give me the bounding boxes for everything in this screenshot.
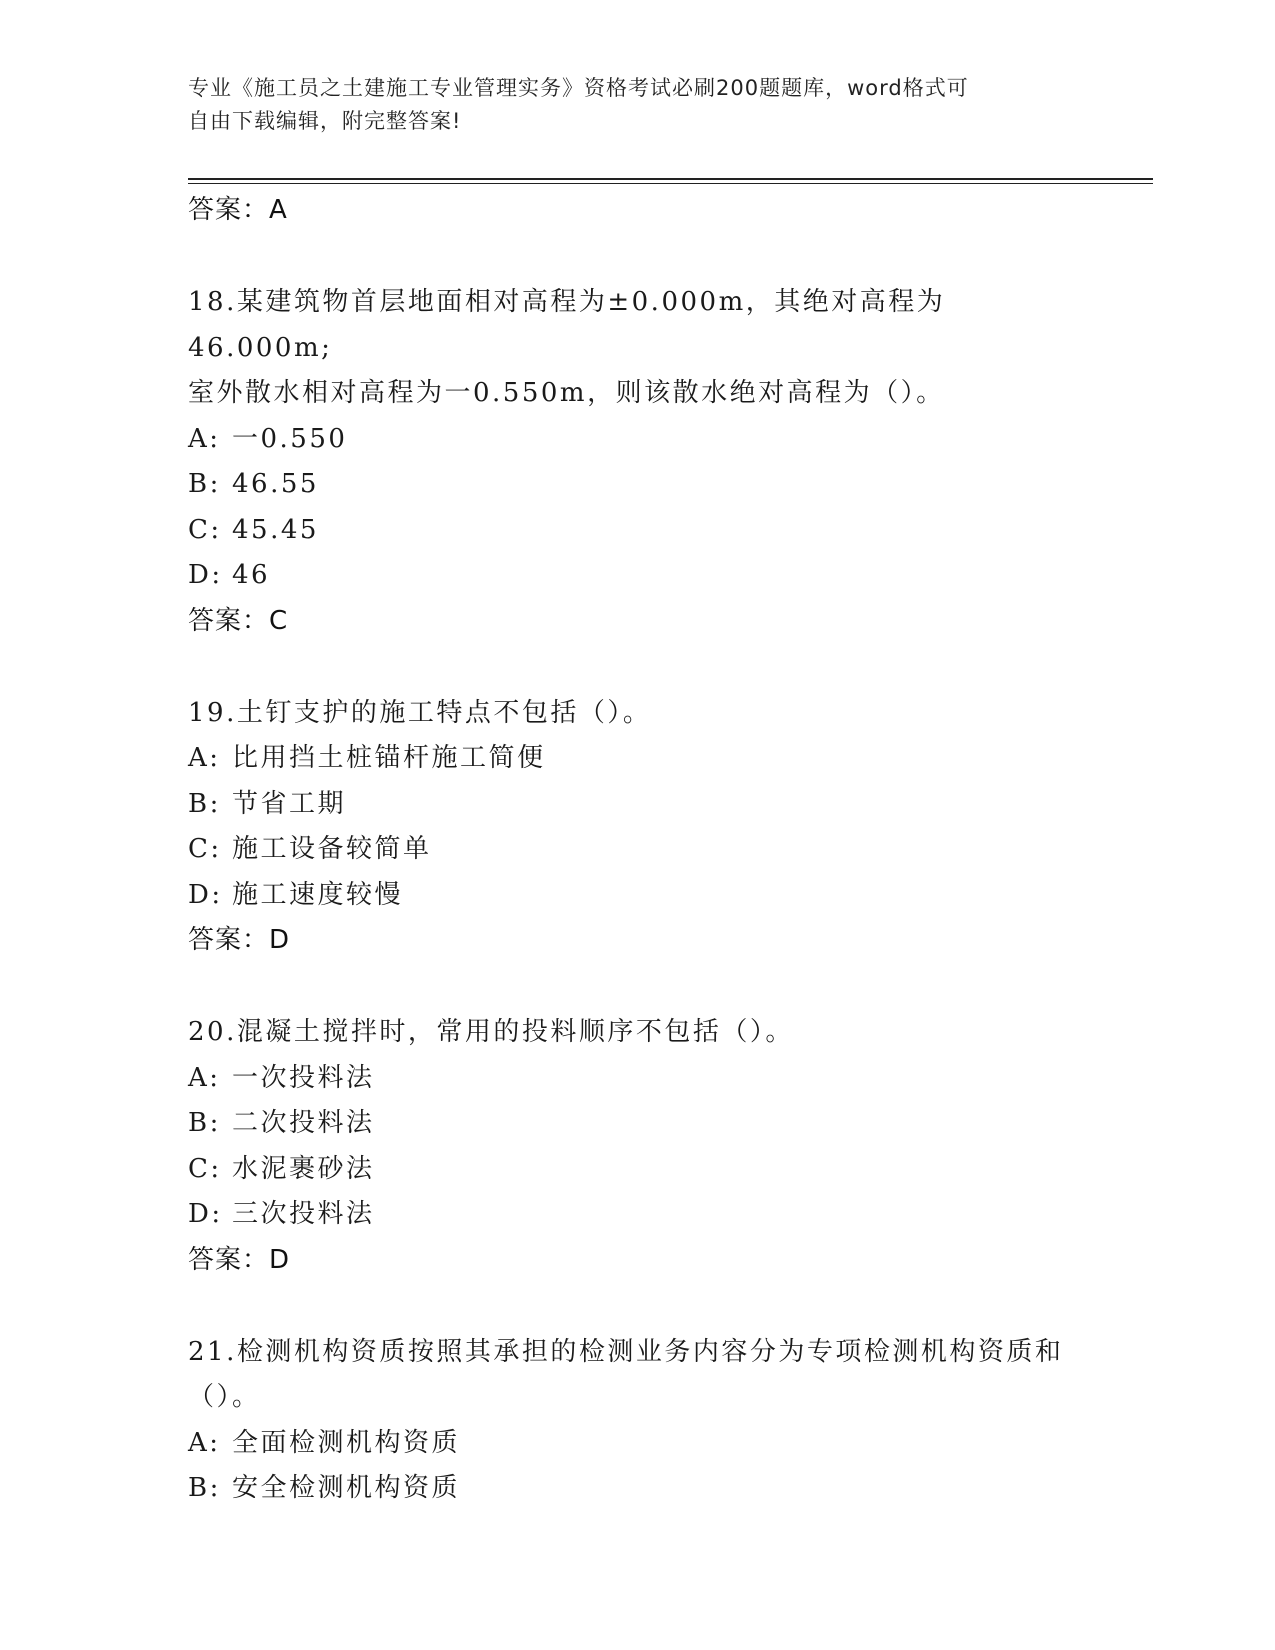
header-line-1: 专业《施工员之土建施工专业管理实务》资格考试必刷200题题库，word格式可: [188, 76, 969, 100]
option-letter: D:: [188, 1199, 223, 1229]
option-text: 全面检测机构资质: [232, 1427, 461, 1458]
option-b: [188, 782, 1088, 828]
option-letter: A:: [188, 1062, 221, 1093]
header-line-2: 自由下载编辑，附完整答案!: [188, 109, 462, 133]
question-text-line: 18.某建筑物首层地面相对高程为±0.000m，其绝对高程为46.000m;: [188, 287, 946, 363]
option-letter: B:: [188, 1473, 221, 1503]
answer-18: 答案：C: [188, 605, 289, 636]
question-20-text: [188, 1010, 1088, 1056]
option-letter: A:: [188, 743, 221, 773]
question-text-line: （）。: [188, 1382, 261, 1412]
option-text: 45.45: [232, 514, 319, 545]
question-18-text: [188, 280, 1088, 417]
option-letter: C:: [188, 1153, 222, 1184]
option-a: [188, 1421, 1088, 1467]
option-letter: D:: [188, 560, 223, 590]
option-c: [188, 1147, 1088, 1193]
header-rule-thick: [188, 178, 1153, 180]
option-text: 46.55: [232, 469, 319, 499]
option-text: 一次投料法: [232, 1062, 375, 1093]
question-20: [188, 1010, 1088, 1283]
option-a: [188, 417, 1088, 463]
answer-17: 答案：A: [188, 195, 288, 225]
option-letter: B:: [188, 788, 221, 819]
question-text-line: 20.混凝土搅拌时，常用的投料顺序不包括（）。: [188, 1017, 794, 1047]
option-text: 施工速度较慢: [232, 879, 404, 910]
option-c: [188, 827, 1088, 873]
question-list: [188, 188, 1088, 1559]
answer-20: 答案：D: [188, 1244, 291, 1275]
option-d: [188, 873, 1088, 919]
question-text-line: 19.土钉支护的施工特点不包括（）。: [188, 697, 652, 728]
answer-19: 答案：D: [188, 925, 291, 955]
option-text: 三次投料法: [232, 1199, 375, 1229]
option-text: 一0.550: [232, 423, 348, 454]
question-19: [188, 691, 1088, 964]
option-text: 二次投料法: [232, 1108, 375, 1138]
option-letter: A:: [188, 423, 221, 454]
question-19-text: [188, 691, 1088, 737]
option-b: [188, 1466, 1088, 1512]
header-rule-thin: [188, 183, 1153, 184]
option-b: [188, 462, 1088, 508]
option-d: [188, 1192, 1088, 1238]
question-21-text: [188, 1330, 1088, 1421]
page-header: [188, 72, 1068, 138]
option-a: [188, 736, 1088, 782]
option-text: 比用挡土桩锚杆施工简便: [232, 743, 546, 773]
option-d: [188, 553, 1088, 599]
option-letter: B:: [188, 1108, 221, 1138]
option-letter: B:: [188, 469, 221, 499]
option-a: [188, 1056, 1088, 1102]
question-text-line: 21.检测机构资质按照其承担的检测业务内容分为专项检测机构资质和: [188, 1336, 1064, 1367]
option-letter: A:: [188, 1427, 221, 1458]
option-text: 46: [232, 560, 271, 590]
option-c: [188, 508, 1088, 554]
question-text-line: 室外散水相对高程为一0.550m，则该散水绝对高程为（）。: [188, 378, 945, 408]
option-text: 节省工期: [232, 788, 347, 819]
option-letter: D:: [188, 879, 223, 910]
option-text: 施工设备较简单: [232, 834, 432, 864]
question-21: [188, 1330, 1088, 1512]
option-text: 水泥裹砂法: [232, 1153, 375, 1184]
question-18: [188, 280, 1088, 644]
option-b: [188, 1101, 1088, 1147]
option-letter: C:: [188, 514, 222, 545]
option-letter: C:: [188, 834, 222, 864]
option-text: 安全检测机构资质: [232, 1473, 461, 1503]
